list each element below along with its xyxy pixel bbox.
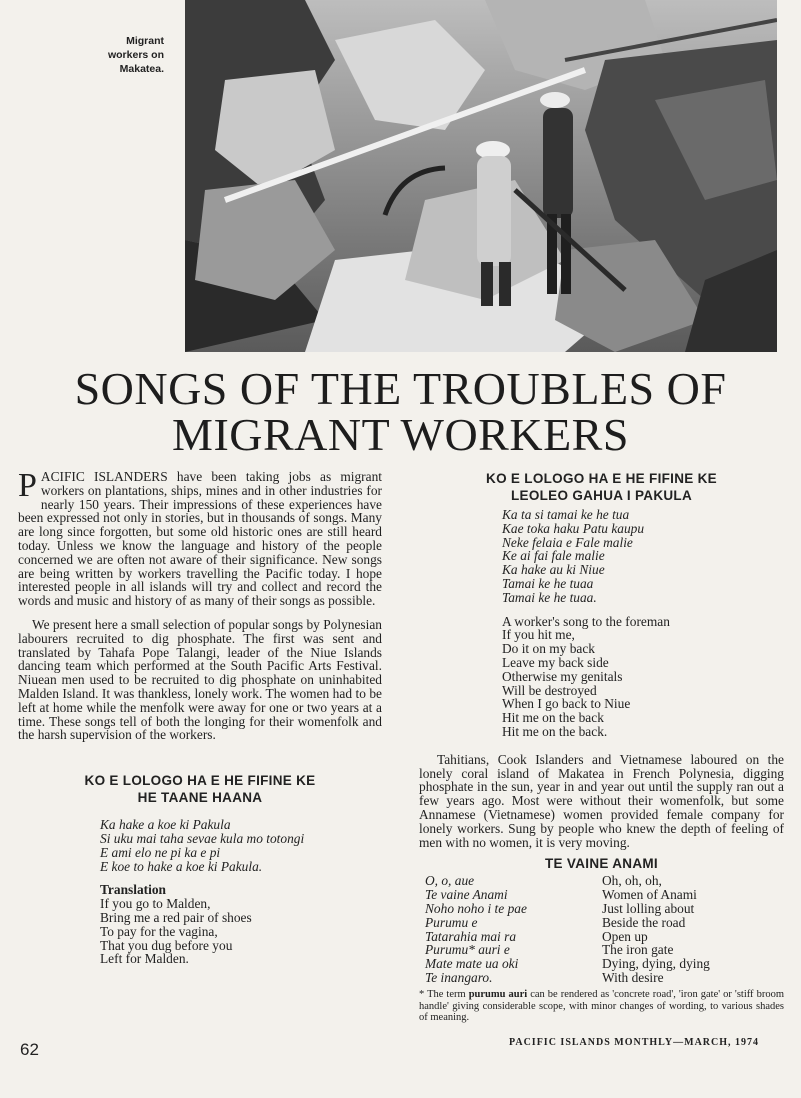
migrant-workers-photo: [185, 0, 777, 352]
translation-line: A worker's song to the foreman: [502, 613, 670, 629]
translation-line: Hit me on the back.: [502, 723, 608, 739]
song3-verse-and-translation: [419, 874, 784, 986]
verse-line: Ka hake a koe ki Pakula: [100, 817, 231, 833]
caption-line: workers on: [107, 49, 164, 61]
song2-translation: [419, 615, 784, 739]
left-column: [18, 467, 382, 967]
translation-line: Open up: [602, 928, 648, 944]
verse-line: Tamai ke he tuaa.: [502, 589, 597, 605]
translation-line: Oh, oh, oh,: [602, 873, 662, 889]
page-number: 62: [20, 1040, 39, 1059]
song2-title: [419, 470, 784, 504]
song3-original: [425, 874, 527, 984]
verse-line: Purumu* auri e: [425, 942, 510, 958]
translation-line: Leave my back side: [502, 654, 609, 670]
translation-line: Otherwise my genitals: [502, 668, 623, 684]
song1-title-line-2: HE TAANE HAANA: [137, 790, 263, 806]
translation-line: With desire: [602, 969, 664, 985]
song1-translation: [18, 883, 382, 966]
selection-paragraph: We present here a small selection of popular songs by Polynesian labourers recruited to dig phosphate. The first was sent and translated by Tahafa Pope Talangi, leader of the Niue Islands dancing team which performed at the South Pacific Arts Festival. Niuean men used to be recruited to dig phosphate on uninhabited Malden Island. It was thankless, lonely work. The women had to be left at home while the menfolk were away for one or two years at a time. These songs tell of both the longing for their womenfolk and the harsh supervision of the workers.: [18, 616, 382, 743]
footnote-rest: can be rendered as 'concrete road', 'iron gate' or 'stiff broom handle' giving considerable scope, with minor changes of wording, to various shades of meaning.: [419, 989, 784, 1024]
verse-line: Te vaine Anami: [425, 887, 508, 903]
intro-paragraph: [18, 467, 382, 609]
caption-line: Migrant: [126, 35, 164, 47]
headline-line-1: SONGS OF THE TROUBLES OF: [74, 363, 727, 414]
song2-title-line-1: KO E LOLOGO HA E HE FIFINE KE: [486, 471, 717, 486]
song2-verse: [419, 508, 784, 605]
translation-line: The iron gate: [602, 942, 674, 958]
translation-line: Just lolling about: [602, 900, 695, 916]
drop-cap: P: [18, 467, 37, 504]
makatea-paragraph: Tahitians, Cook Islanders and Vietnamese laboured on the lonely coral island of Makatea in French Polynesia, digging phosphate in the sun, year in and year out until the supply ran out a few years ago. Most were without their womenfolk, but some Annamese (Vietnamese) women provided female company for lonely workers. Sung by people who knew the depth of feeling of men with no women, it is very moving.: [419, 751, 784, 850]
translation-line: Dying, dying, dying: [602, 956, 710, 972]
translation-line: To pay for the vagina,: [100, 923, 218, 939]
translation-line: Women of Anami: [602, 887, 697, 903]
song1-verse: [18, 818, 382, 873]
caption-line: Makatea.: [119, 63, 164, 75]
translation-line: Do it on my back: [502, 641, 595, 657]
verse-line: Kae toka haku Patu kaupu: [502, 520, 645, 536]
verse-line: Neke felaia e Fale malie: [502, 534, 633, 550]
song3-title: TE VAINE ANAMI: [545, 856, 658, 872]
translation-line: Will be destroyed: [502, 682, 597, 698]
translation-line: That you dug before you: [100, 937, 233, 953]
song2-title-line-2: LEOLEO GAHUA I PAKULA: [510, 488, 693, 503]
verse-line: Mate mate ua oki: [425, 956, 519, 972]
running-footer: PACIFIC ISLANDS MONTHLY—MARCH, 1974: [509, 1037, 760, 1048]
verse-line: Tamai ke he tuaa: [502, 575, 594, 591]
translation-line: Beside the road: [602, 914, 686, 930]
verse-line: O, o, aue: [425, 873, 475, 889]
song3-translation: [602, 874, 710, 984]
verse-line: Te inangaro.: [425, 969, 493, 985]
article-headline: [0, 363, 801, 460]
headline-line-2: MIGRANT WORKERS: [172, 409, 629, 460]
translation-heading: Translation: [100, 882, 166, 898]
verse-line: Ka hake au ki Niue: [502, 562, 605, 578]
verse-line: Tatarahia mai ra: [425, 928, 517, 944]
verse-line: Ka ta si tamai ke he tua: [502, 507, 630, 522]
footnote-term: purumu auri: [468, 989, 528, 1001]
verse-line: Ke ai fai fale malie: [502, 548, 605, 564]
translation-line: Hit me on the back: [502, 710, 604, 726]
photo-caption: [96, 34, 164, 76]
song1-title-line-1: KO E LOLOGO HA E HE FIFINE KE: [84, 773, 316, 789]
intro-text: ACIFIC ISLANDERS have been taking jobs as migrant workers on plantations, ships, mines and in other industries for nearly 150 years. Their impressions of these experiences have been expressed not only in stories, but in thousands of songs. Many are long since forgotten, but some old historic ones are still heard today. Unless we know the language and history of the people concerned we are often not aware of their significance. New songs are being written by workers travelling the Pacific today. I hope interested people in all islands will try and collect and record the words and music and history of as many of their songs as possible.: [18, 469, 382, 609]
verse-line: E ami elo ne pi ka e pi: [100, 844, 221, 860]
verse-line: Si uku mai taha sevae kula mo totongi: [100, 830, 305, 846]
song1-title: [18, 772, 382, 806]
translation-line: Bring me a red pair of shoes: [100, 909, 252, 925]
footnote-start: * The term: [419, 989, 469, 1001]
footnote: [419, 989, 784, 1024]
verse-line: Noho noho i te pae: [425, 900, 527, 916]
translation-line: If you hit me,: [502, 627, 575, 643]
translation-line: Left for Malden.: [100, 951, 189, 967]
verse-line: E koe to hake a koe ki Pakula.: [100, 858, 263, 874]
translation-line: When I go back to Niue: [502, 696, 631, 712]
verse-line: Purumu e: [425, 914, 478, 930]
right-column: [419, 470, 784, 1024]
translation-line: If you go to Malden,: [100, 896, 211, 912]
